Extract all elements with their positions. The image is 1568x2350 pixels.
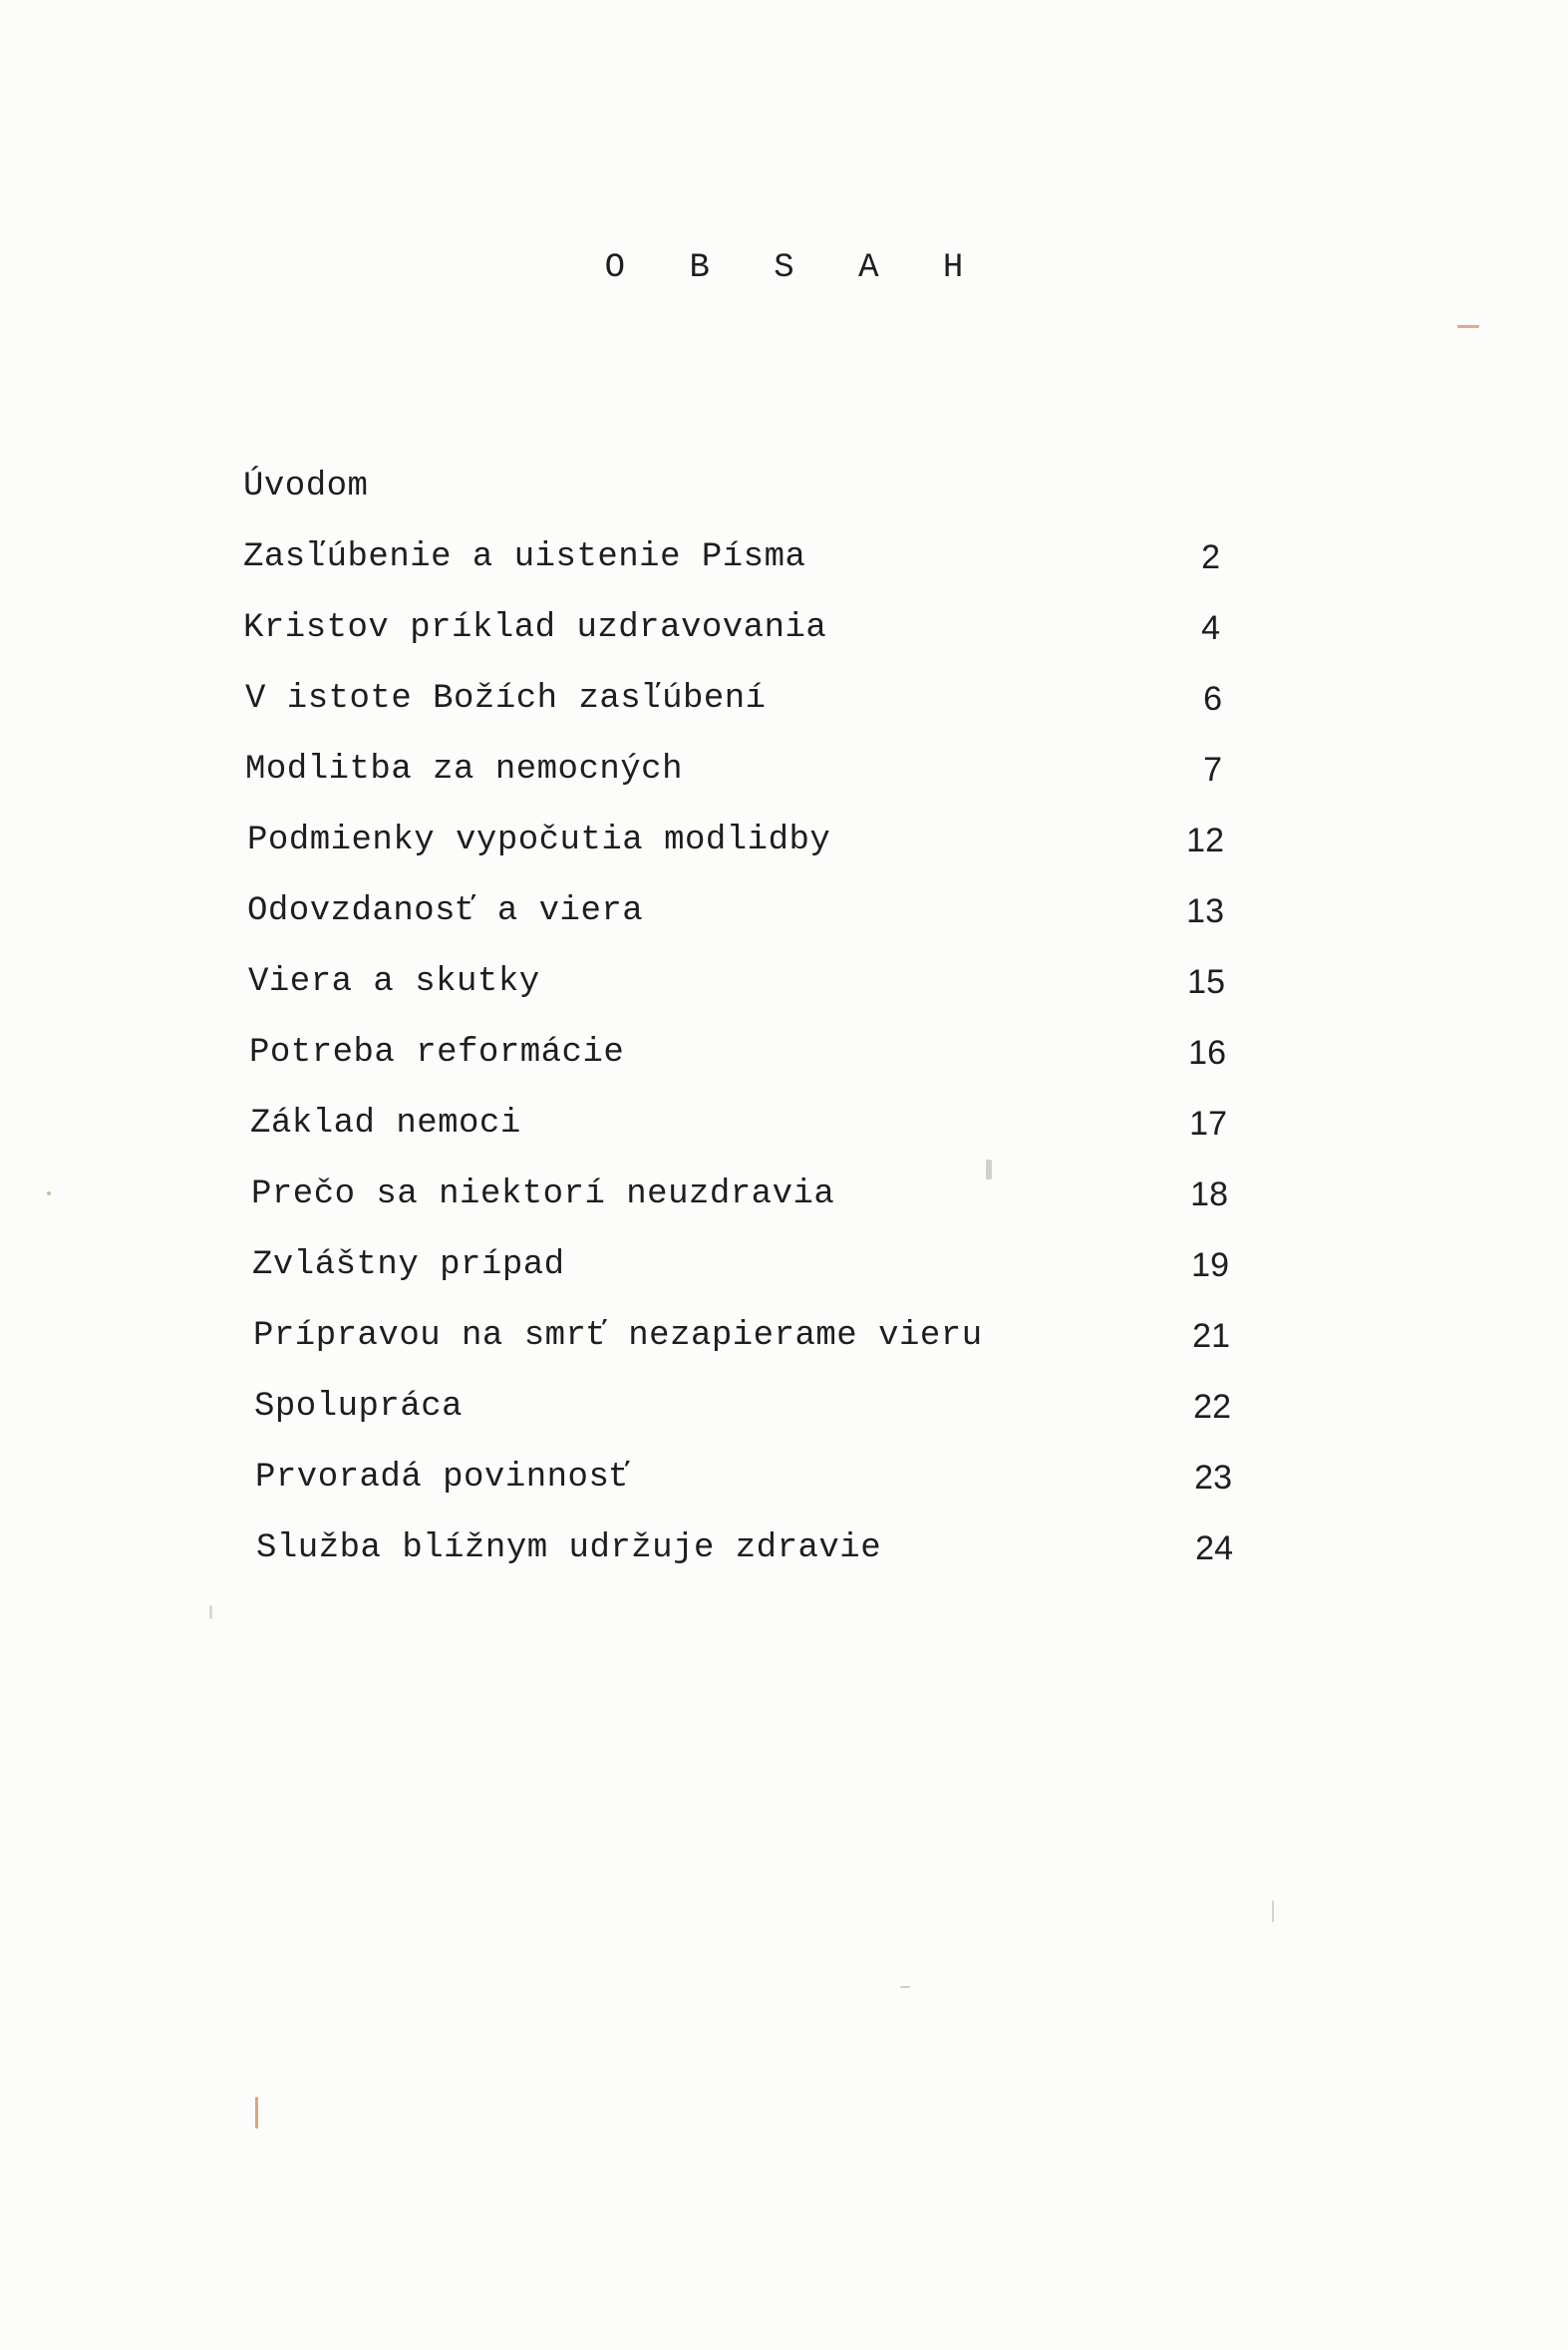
toc-entry-page: 17: [1189, 1105, 1227, 1143]
toc-entry: [252, 1240, 1229, 1311]
toc-entry: [251, 1170, 1228, 1240]
toc-entry: [255, 1453, 1232, 1523]
toc-entry-page: 22: [1193, 1388, 1231, 1426]
toc-entry: [243, 532, 1220, 603]
toc-entry-page: 23: [1194, 1459, 1232, 1497]
toc-entry-label: Potreba reformácie: [249, 1034, 625, 1072]
toc-entry-label: Zasľúbenie a uistenie Písma: [243, 538, 806, 576]
toc-entry-label: Úvodom: [243, 468, 369, 505]
toc-entry-label: Viera a skutky: [248, 963, 540, 1001]
toc-entry-label: Podmienky vypočutia modlidby: [247, 822, 831, 859]
toc-entry: [250, 1099, 1227, 1170]
toc-entry: [243, 462, 1220, 532]
toc-entry-label: Základ nemoci: [250, 1105, 521, 1143]
toc-entry-page: 18: [1190, 1175, 1228, 1213]
paper-speck: [209, 1605, 212, 1619]
toc-entry-label: Modlitba za nemocných: [245, 751, 683, 789]
toc-entry: [245, 745, 1222, 816]
toc-entry-page: 21: [1192, 1317, 1230, 1355]
toc-entry-page: 12: [1186, 822, 1224, 859]
toc-entry: [256, 1523, 1233, 1594]
toc-entry-page: 4: [1201, 609, 1220, 647]
toc-entry-label: Spolupráca: [254, 1388, 464, 1426]
toc-entry-page: 19: [1191, 1246, 1229, 1284]
toc-entry: [247, 886, 1224, 957]
toc-entry-label: Prípravou na smrť nezapierame vieru: [253, 1317, 983, 1355]
toc-entry-page: 7: [1203, 751, 1222, 789]
toc-entry: [253, 1311, 1230, 1382]
toc-entry-label: Prvoradá povinnosť: [255, 1459, 631, 1497]
toc-entry-label: Zvláštny prípad: [252, 1246, 565, 1284]
paper-speck: [1457, 325, 1479, 328]
toc-entry-label: Kristov príklad uzdravovania: [243, 609, 827, 647]
toc-entry-page: 16: [1188, 1034, 1226, 1072]
table-of-contents: [243, 462, 1233, 1594]
toc-entry-label: Odovzdanosť a viera: [247, 892, 644, 930]
paper-speck: [47, 1191, 51, 1195]
page-title: O B S A H: [604, 249, 986, 287]
toc-entry-page: 15: [1187, 963, 1225, 1001]
toc-entry: [243, 603, 1220, 674]
toc-entry-label: V istote Božích zasľúbení: [245, 680, 767, 718]
toc-entry-label: Služba blížnym udržuje zdravie: [256, 1529, 882, 1567]
toc-entry-page: 24: [1195, 1529, 1233, 1567]
paper-speck: [986, 1160, 992, 1179]
toc-entry-label: Prečo sa niektorí neuzdravia: [251, 1175, 835, 1213]
toc-entry: [247, 816, 1224, 886]
toc-entry-page: 13: [1186, 892, 1224, 930]
toc-entry-page: 6: [1203, 680, 1222, 718]
paper-speck: [1272, 1900, 1274, 1922]
toc-entry: [249, 1028, 1226, 1099]
toc-entry-page: 2: [1201, 538, 1220, 576]
toc-entry: [254, 1382, 1231, 1453]
toc-entry: [245, 674, 1222, 745]
paper-speck: [255, 2097, 258, 2129]
paper-speck: [900, 1986, 910, 1988]
toc-entry: [248, 957, 1225, 1028]
